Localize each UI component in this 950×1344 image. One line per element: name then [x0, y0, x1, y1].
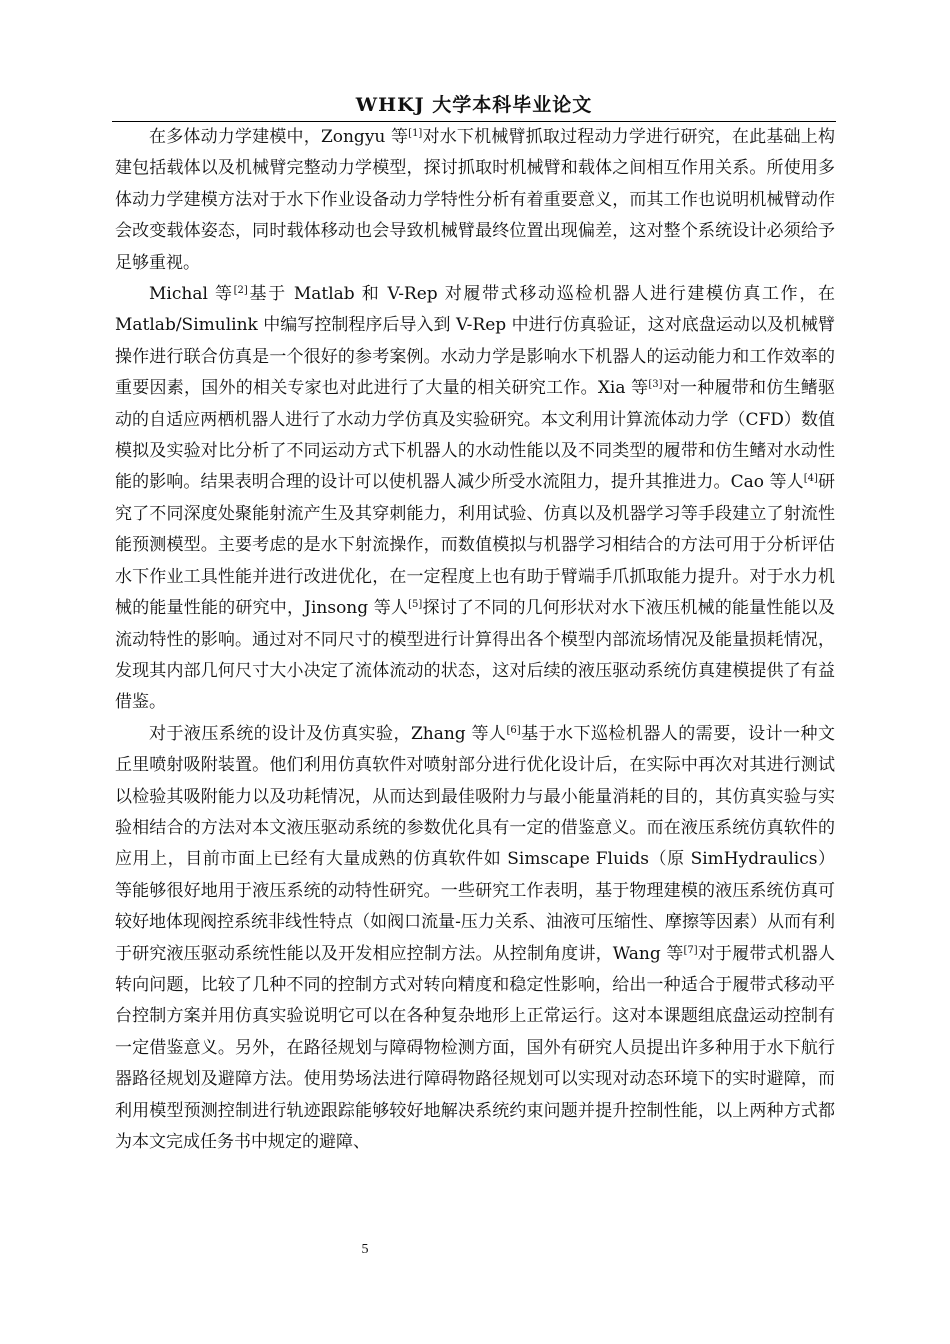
citation-ref: [7] [683, 944, 698, 956]
citation-ref: [6] [506, 724, 521, 736]
text-run: 对于履带式机器人转向问题，比较了几种不同的控制方式对转向精度和稳定性影响，给出一种适合于履带式移动平台控制方案并用仿真实验说明它可以在各种复杂地形上正常运行。这对本课题组底盘运动控制有一定借鉴意义。另外，在路径规划与障碍物检测方面，国外有研究人员提出许多种用于水下航行器路径规划及避障方法。使用势场法进行障碍物路径规划可以实现对动态环境下的实时避障，而利用模型预测控制进行轨迹跟踪能够较好地解决系统约束问题并提升控制性能，以上两种方式都为本文完成任务书中规定的避障、 [115, 943, 835, 1152]
body-text [115, 122, 835, 1158]
citation-ref: [3] [648, 379, 663, 391]
page-number: 5 [361, 1242, 369, 1257]
text-run: Michal 等 [149, 284, 234, 305]
text-run: 基于 Matlab 和 V-Rep 对履带式移动巡检机器人进行建模仿真工作，在 Matlab/Simulink 中编写控制程序后导入到 V-Rep 中进行仿真验证，这对底盘运动以及机械臂操作进行联合仿真是一个很好的参考案例。水动力学是影响水下机器人的运动能力和工作效率的重要因素，国外的相关专家也对此进行了大量的相关研究工作。Xia 等 [115, 284, 835, 399]
text-run: 对一种履带和仿生鳍驱动的自适应两栖机器人进行了水动力学仿真及实验研究。本文利用计算流体动力学（CFD）数值模拟及实验对比分析了不同运动方式下机器人的水动性能以及不同类型的履带和仿生鳍对水动性能的影响。结果表明合理的设计可以使机器人减少所受水流阻力，提升其推进力。Cao 等人 [115, 378, 835, 493]
running-header: WHKJ 大学本科毕业论文 [355, 94, 593, 116]
text-run: 基于水下巡检机器人的需要，设计一种文丘里喷射吸附装置。他们利用仿真软件对喷射部分进行优化设计后，在实际中再次对其进行测试以检验其吸附能力以及功耗情况，从而达到最佳吸附力与最小能量消耗的目的，其仿真实验与实验相结合的方法对本文液压驱动系统的参数优化具有一定的借鉴意义。而在液压系统仿真软件的应用上，目前市面上已经有大量成熟的仿真软件如 Simscape Fluids（原 SimHydraulics）等能够很好地用于液压系统的动特性研究。一些研究工作表明，基于物理建模的液压系统仿真可较好地体现阀控系统非线性特点（如阀口流量-压力关系、油液可压缩性、摩擦等因素）从而有利于研究液压驱动系统性能以及开发相应控制方法。从控制角度讲，Wang 等 [115, 723, 835, 964]
text-run: 对水下机械臂抓取过程动力学进行研究，在此基础上构建包括载体以及机械臂完整动力学模型，探讨抓取时机械臂和载体之间相互作用关系。所使用多体动力学建模方法对于水下作业设备动力学特性分析有着重要意义，而其工作也说明机械臂动作会改变载体姿态，同时载体移动也会导致机械臂最终位置出现偏差，这对整个系统设计必须给予足够重视。 [115, 127, 835, 273]
text-run: 研究了不同深度处聚能射流产生及其穿刺能力，利用试验、仿真以及机器学习等手段建立了射流性能预测模型。主要考虑的是水下射流操作，而数值模拟与机器学习相结合的方法可用于分析评估水下作业工具性能并进行改进优化，在一定程度上也有助于臂端手爪抓取能力提升。对于水力机械的能量性能的研究中，Jinsong 等人 [115, 472, 836, 619]
citation-ref: [2] [233, 285, 248, 297]
paragraph [115, 122, 835, 279]
paragraph [115, 719, 835, 1159]
citation-ref: [5] [408, 599, 423, 611]
text-run: 探讨了不同的几何形状对水下液压机械的能量性能以及流动特性的影响。通过对不同尺寸的模型进行计算得出各个模型内部流场情况及能量损耗情况，发现其内部几何尺寸大小决定了流体流动的状态，这对后续的液压驱动系统仿真建模提供了有益借鉴。 [115, 598, 835, 713]
citation-ref: [4] [803, 473, 818, 485]
paragraph [115, 279, 835, 719]
text-run: 在多体动力学建模中，Zongyu 等 [149, 127, 409, 147]
text-run: 对于液压系统的设计及仿真实验，Zhang 等人 [149, 723, 507, 744]
citation-ref: [1] [408, 128, 423, 139]
